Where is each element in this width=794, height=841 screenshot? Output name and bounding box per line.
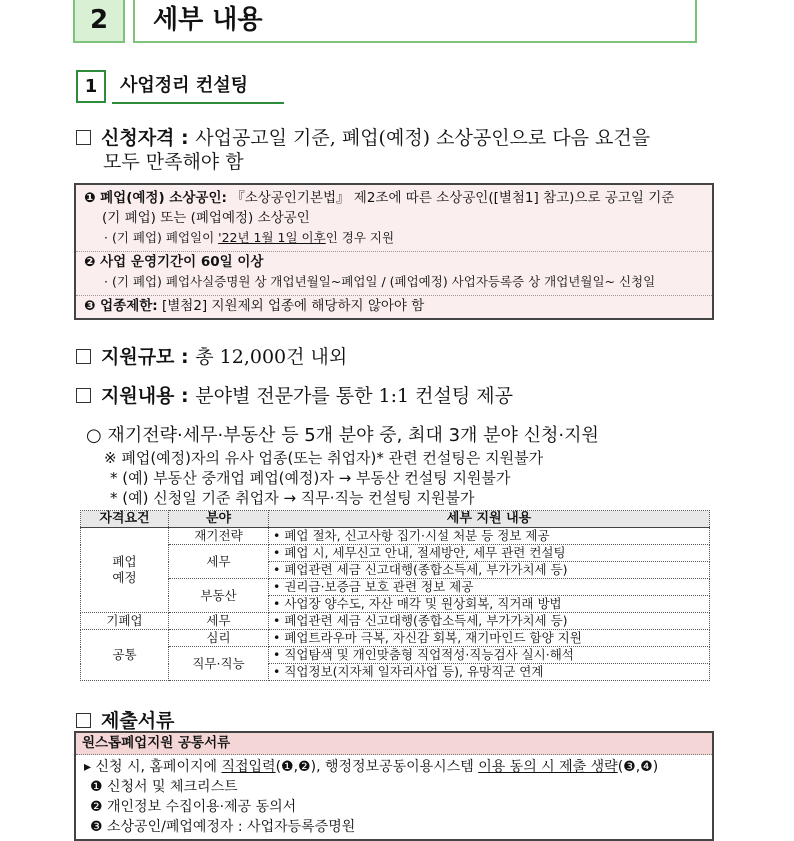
- detail: • 폐업관련 세금 신고대행(종합소득세, 부가가치세 등): [269, 613, 710, 630]
- detail: • 직업정보(지자체 일자리사업 등), 유망직군 연계: [269, 664, 710, 681]
- separator: :: [174, 346, 196, 368]
- detail: • 직업탐색 및 개인맞춤형 직업적성·직능검사 실시·해석: [269, 647, 710, 664]
- documents-note: [76, 755, 712, 777]
- documents-label: 제출서류: [101, 710, 175, 732]
- table-row: [81, 613, 710, 630]
- eligibility-text: 사업공고일 기준, 폐업(예정) 소상공인으로 다음 요건을: [195, 127, 651, 149]
- field: 세무: [169, 545, 269, 579]
- detail: • 권리금·보증금 보호 관련 정보 제공: [269, 579, 710, 596]
- req1-sub: [76, 228, 712, 248]
- table-row: [81, 528, 710, 545]
- detail: • 폐업 절차, 신고사항 집기·시설 처분 등 정보 제공: [269, 528, 710, 545]
- subsection-title: 사업정리 컨설팅: [112, 70, 284, 104]
- req1-cont: (기 폐업) 또는 (폐업예정) 소상공인: [102, 210, 310, 226]
- content-text: 분야별 전문가를 통한 1:1 컨설팅 제공: [195, 385, 513, 407]
- req1-title: ❶ 폐업(예정) 소상공인:: [84, 190, 227, 206]
- note-direct-input: 직접입력: [221, 759, 276, 775]
- req3-text: [별첨2] 지원제외 업종에 해당하지 않아야 함: [157, 298, 425, 314]
- table-row: [81, 545, 710, 562]
- table-row: [81, 579, 710, 596]
- checkbox-square-icon: [76, 130, 91, 145]
- section-number: 2: [73, 0, 125, 43]
- note-omit: 이용 동의 시 제출 생략: [478, 759, 618, 775]
- field: 직무·직능: [169, 647, 269, 681]
- req2-sub: · (기 폐업) 폐업사실증명원 상 개업년월일~폐업일 / (폐업예정) 사업자등록증 상 개업년월일~ 신청일: [104, 274, 656, 289]
- req2-title: ❷ 사업 운영기간이 60일 이상: [84, 254, 264, 270]
- separator: :: [174, 385, 196, 407]
- group-closed: 기폐업: [81, 613, 169, 630]
- field: 심리: [169, 630, 269, 647]
- scale-label: 지원규모: [101, 346, 175, 368]
- note-3: * (예) 신청일 기준 취업자 → 직무·직능 컨설팅 지원불가: [110, 489, 475, 507]
- document-item: ❸ 소상공인/폐업예정자 : 사업자등록증명원: [90, 819, 356, 835]
- separator: :: [174, 127, 196, 149]
- note-2: * (예) 부동산 중개업 폐업(예정)자 → 부동산 컨설팅 지원불가: [110, 469, 511, 487]
- eligibility-text-2: 모두 만족해야 함: [103, 151, 244, 173]
- header-eligibility: 자격요건: [81, 511, 169, 528]
- note-b: (❶,❷), 행정정보공동이용시스템: [275, 759, 479, 775]
- scale-text: 총 12,000건 내외: [195, 346, 348, 368]
- header-field: 분야: [169, 511, 269, 528]
- note-c: (❸,❹): [617, 759, 659, 775]
- header-detail: 세부 지원 내용: [269, 511, 710, 528]
- detail: • 사업장 양수도, 자산 매각 및 원상회복, 직거래 방법: [269, 596, 710, 613]
- checkbox-square-icon: [76, 388, 91, 403]
- note-main: ○ 재기전략·세무·부동산 등 5개 분야 중, 최대 3개 분야 신청·지원: [86, 425, 599, 446]
- eligibility-label: 신청자격: [101, 127, 175, 149]
- req1-sub-date: '22년 1월 1일 이후: [218, 230, 326, 245]
- document-item: ❷ 개인정보 수집이용·제공 동의서: [90, 799, 297, 815]
- documents-box: [74, 731, 714, 841]
- field: 재기전략: [169, 528, 269, 545]
- req3-title: ❸ 업종제한:: [84, 298, 158, 314]
- detail: • 폐업 시, 세무신고 안내, 절세방안, 세무 관련 컨설팅: [269, 545, 710, 562]
- requirements-box: [74, 183, 714, 320]
- note-a: ▸ 신청 시, 홈페이지에: [84, 759, 222, 775]
- req1-text: 『소상공인기본법』 제2조에 따른 소상공인([별첨1] 참고)으로 공고일 기준: [226, 190, 675, 206]
- section-title: 세부 내용: [133, 0, 697, 43]
- document-item: ❶ 신청서 및 체크리스트: [90, 779, 238, 795]
- detail: • 폐업트라우마 극복, 자신감 회복, 재기마인드 함양 지원: [269, 630, 710, 647]
- group-common: 공통: [81, 630, 169, 681]
- field: 부동산: [169, 579, 269, 613]
- content-label: 지원내용: [101, 385, 175, 407]
- checkbox-square-icon: [76, 349, 91, 364]
- note-1: ※ 폐업(예정)자의 유사 업종(또는 취업자)* 관련 컨설팅은 지원불가: [104, 449, 544, 467]
- field: 세무: [169, 613, 269, 630]
- detail: • 폐업관련 세금 신고대행(종합소득세, 부가가치세 등): [269, 562, 710, 579]
- checkbox-square-icon: [76, 713, 91, 728]
- req1-sub-post: 인 경우 지원: [325, 230, 395, 245]
- documents-heading: [76, 706, 174, 733]
- req1-sub-pre: · (기 폐업) 폐업일이: [104, 230, 219, 245]
- support-content: [76, 381, 513, 408]
- subsection-number: 1: [76, 70, 106, 103]
- documents-header: 원스톱폐업지원 공통서류: [76, 733, 712, 755]
- support-table: [80, 510, 710, 681]
- support-scale: [76, 342, 347, 369]
- table-row: [81, 630, 710, 647]
- eligibility: [76, 126, 650, 174]
- table-row: [81, 647, 710, 664]
- group-closing-planned: 폐업 예정: [81, 528, 169, 613]
